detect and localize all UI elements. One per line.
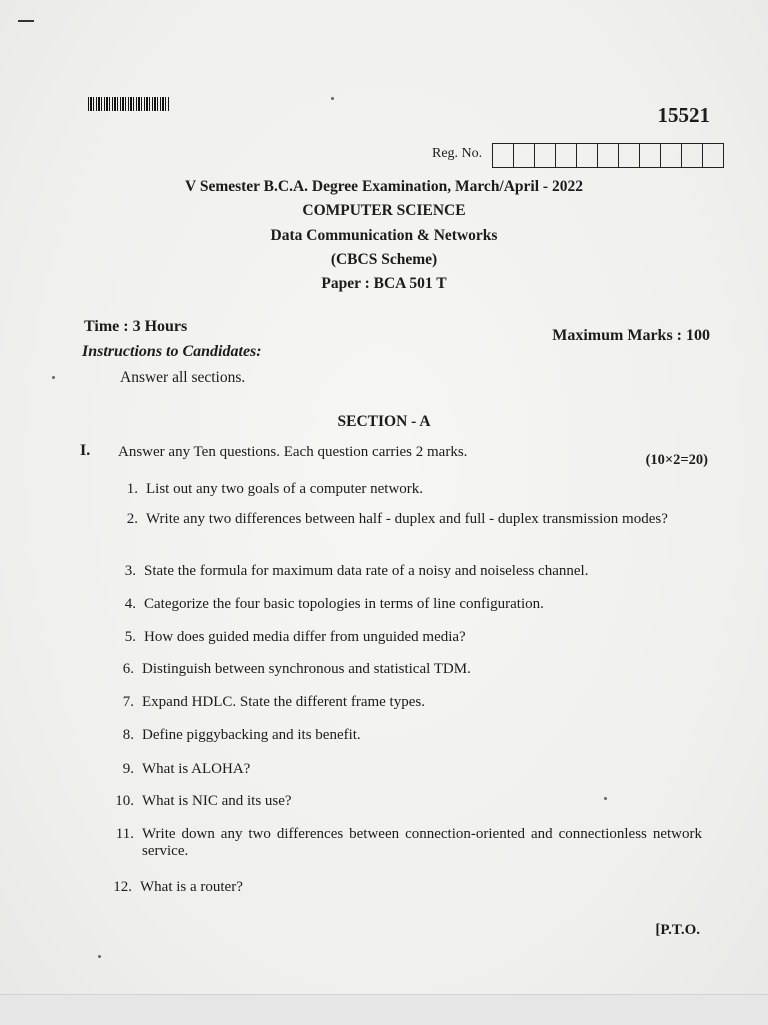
page-edge: [0, 994, 768, 1025]
question-text: Write down any two differences between connection-oriented and connectionless network service.: [142, 826, 702, 859]
instructions-title: Instructions to Candidates:: [82, 343, 262, 360]
time-allowed: Time : 3 Hours: [84, 318, 188, 335]
question-group-marks: (10×2=20): [645, 452, 708, 468]
reg-no-boxes: [492, 143, 724, 168]
question-text: Write any two differences between half - duplex and full - duplex transmission modes?: [146, 511, 668, 527]
section-title: SECTION - A: [337, 413, 431, 430]
maximum-marks: Maximum Marks : 100: [552, 327, 710, 344]
fold-mark: [18, 20, 34, 22]
question-number: 9.: [122, 761, 134, 777]
pto-label: [P.T.O.: [655, 922, 700, 938]
question-text: What is ALOHA?: [142, 761, 251, 777]
question-number: 7.: [122, 694, 134, 710]
question-group-number: I.: [80, 442, 91, 459]
speck: [98, 955, 101, 958]
question-group-instruction: Answer any Ten questions. Each question carries 2 marks.: [118, 444, 468, 460]
question-text: Categorize the four basic topologies in terms of line configuration.: [144, 596, 544, 612]
question-number: 11.: [115, 826, 134, 842]
scheme-title: (CBCS Scheme): [330, 251, 438, 268]
question-text: List out any two goals of a computer network.: [146, 481, 424, 497]
exam-title: V Semester B.C.A. Degree Examination, March/April - 2022: [185, 178, 583, 195]
speck: [52, 376, 55, 379]
subject-title: COMPUTER SCIENCE: [302, 202, 466, 219]
question-text: What is NIC and its use?: [142, 793, 292, 809]
speck: [331, 97, 334, 100]
question-number: 6.: [122, 661, 134, 677]
question-text: Define piggybacking and its benefit.: [142, 727, 361, 743]
question-number: 1.: [126, 481, 138, 497]
course-title: Data Communication & Networks: [270, 227, 498, 244]
paper-title: Paper : BCA 501 T: [321, 275, 447, 292]
question-number: 5.: [124, 629, 136, 645]
instructions-text: Answer all sections.: [120, 369, 246, 386]
question-number: 4.: [124, 596, 136, 612]
question-text: Distinguish between synchronous and statistical TDM.: [142, 661, 471, 677]
question-number: 3.: [124, 563, 136, 579]
question-number: 12.: [113, 879, 132, 895]
paper-code: 15521: [657, 103, 710, 127]
question-text: State the formula for maximum data rate of a noisy and noiseless channel.: [144, 563, 589, 579]
question-number: 10.: [115, 793, 134, 809]
question-text: What is a router?: [140, 879, 243, 895]
question-number: 2.: [126, 511, 138, 527]
reg-no-label: Reg. No.: [432, 146, 483, 161]
question-text: Expand HDLC. State the different frame types.: [142, 694, 425, 710]
barcode: [88, 97, 170, 111]
question-number: 8.: [122, 727, 134, 743]
question-text: How does guided media differ from unguided media?: [144, 629, 466, 645]
